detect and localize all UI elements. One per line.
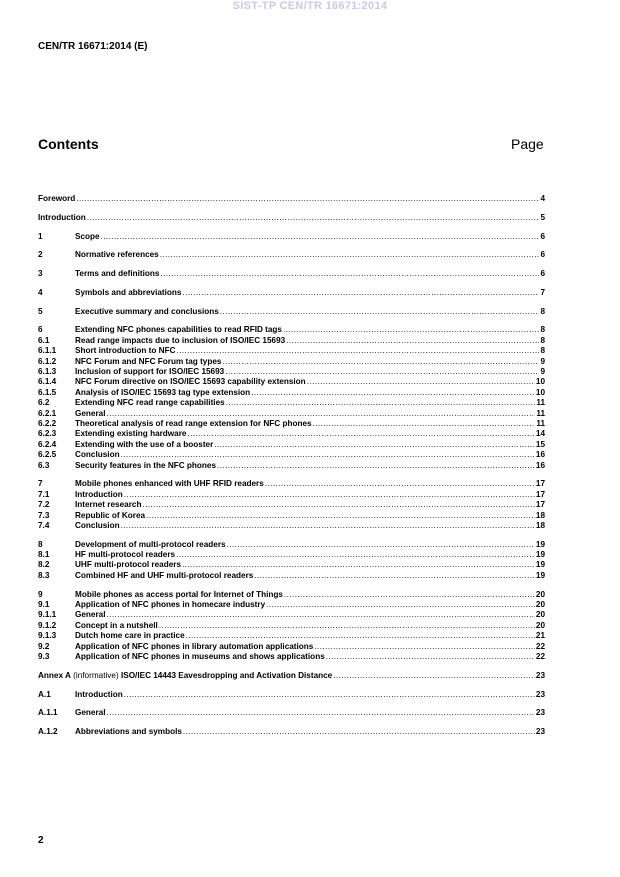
toc-entry[interactable] xyxy=(38,571,545,581)
toc-entry[interactable] xyxy=(38,194,545,204)
toc-entry[interactable] xyxy=(38,288,545,298)
toc-dot-leader xyxy=(107,610,535,620)
toc-entry-page: 8 xyxy=(540,325,545,335)
toc-dot-leader xyxy=(142,500,534,510)
toc-entry[interactable] xyxy=(38,490,545,500)
toc-entry[interactable] xyxy=(38,521,545,531)
toc-entry-title: Extending existing hardware xyxy=(75,429,187,439)
toc-entry[interactable] xyxy=(38,708,545,718)
toc-dot-leader xyxy=(121,450,535,460)
toc-entry-title: Introduction xyxy=(38,212,86,222)
table-of-contents xyxy=(38,194,545,737)
toc-entry-title: Conclusion xyxy=(75,450,120,460)
toc-entry-number: 7.4 xyxy=(38,520,50,530)
toc-entry-page: 4 xyxy=(540,194,545,203)
toc-entry-number: 7 xyxy=(38,479,43,489)
toc-entry-page: 19 xyxy=(535,550,545,560)
toc-dot-leader xyxy=(76,194,539,204)
toc-entry[interactable] xyxy=(38,610,545,620)
toc-entry-number: 9.1.1 xyxy=(38,610,57,620)
toc-dot-leader xyxy=(266,600,535,610)
toc-entry-number: 6.1.3 xyxy=(38,367,57,377)
toc-entry-number: 9 xyxy=(38,589,43,599)
toc-entry-page: 11 xyxy=(536,408,545,418)
toc-entry-title: Dutch home care in practice xyxy=(75,631,185,641)
toc-entry[interactable] xyxy=(38,269,545,279)
toc-entry-title xyxy=(38,671,332,681)
document-identifier: CEN/TR 16671:2014 (E) xyxy=(38,41,148,52)
toc-dot-leader xyxy=(220,307,540,317)
toc-dot-leader xyxy=(226,398,536,408)
toc-entry[interactable] xyxy=(38,690,545,700)
toc-entry-page: 8 xyxy=(540,306,545,316)
toc-entry[interactable] xyxy=(38,357,545,367)
toc-entry-title: Concept in a nutshell xyxy=(75,620,158,630)
toc-entry-number: 6.2.1 xyxy=(38,408,57,418)
toc-dot-leader xyxy=(146,511,535,521)
toc-dot-leader xyxy=(160,269,539,279)
toc-entry-title: NFC Forum and NFC Forum tag types xyxy=(75,356,222,366)
toc-entry[interactable] xyxy=(38,671,545,681)
toc-dot-leader xyxy=(177,346,540,356)
toc-entry-title: HF multi-protocol readers xyxy=(75,550,176,560)
toc-entry-number: A.1.2 xyxy=(38,727,58,737)
toc-entry-title: General xyxy=(75,708,106,718)
toc-entry-title: Application of NFC phones in library automation applications xyxy=(75,641,314,651)
toc-dot-leader xyxy=(307,377,535,387)
toc-entry-title: General xyxy=(75,610,106,620)
toc-entry-number: 6.1.1 xyxy=(38,346,57,356)
toc-entry-number: 5 xyxy=(38,306,43,316)
toc-entry-title: Analysis of ISO/IEC 15693 tag type extension xyxy=(75,387,251,397)
toc-entry-page: 7 xyxy=(540,287,545,297)
toc-dot-leader xyxy=(124,490,535,500)
toc-entry-number: 6.2.4 xyxy=(38,439,57,449)
toc-entry-page: 14 xyxy=(535,429,545,439)
toc-entry-number: 2 xyxy=(38,250,43,260)
toc-entry[interactable] xyxy=(38,336,545,346)
toc-entry-page: 23 xyxy=(535,708,545,718)
toc-entry-page: 19 xyxy=(535,539,545,549)
toc-entry[interactable] xyxy=(38,367,545,377)
toc-entry[interactable] xyxy=(38,642,545,652)
toc-dot-leader xyxy=(222,357,539,367)
toc-entry-page: 20 xyxy=(535,610,545,620)
toc-entry-page: 23 xyxy=(535,670,545,680)
toc-entry-number: 9.1.2 xyxy=(38,620,57,630)
toc-dot-leader xyxy=(182,288,539,298)
toc-entry-title: Abbreviations and symbols xyxy=(75,727,182,737)
toc-entry[interactable] xyxy=(38,590,545,600)
toc-dot-leader xyxy=(186,631,535,641)
toc-entry-page: 17 xyxy=(535,489,545,499)
toc-entry-number: 8.3 xyxy=(38,570,50,580)
toc-entry-page: 20 xyxy=(535,620,545,630)
toc-entry[interactable] xyxy=(38,440,545,450)
toc-entry-title: Extending NFC read range capabilities xyxy=(75,398,225,408)
toc-entry-page: 6 xyxy=(540,250,545,260)
toc-entry-number: 6 xyxy=(38,325,43,335)
toc-entry-title: Terms and definitions xyxy=(75,269,160,279)
toc-entry-page: 18 xyxy=(535,510,545,520)
toc-entry-page: 22 xyxy=(535,651,545,661)
toc-entry-title: Introduction xyxy=(75,689,123,699)
toc-entry-number: 7.2 xyxy=(38,500,50,510)
toc-dot-leader xyxy=(251,388,535,398)
toc-entry-page: 23 xyxy=(535,727,545,737)
toc-dot-leader xyxy=(87,213,540,223)
toc-entry-number: 9.3 xyxy=(38,651,50,661)
toc-entry[interactable] xyxy=(38,600,545,610)
toc-dot-leader xyxy=(214,440,535,450)
toc-entry[interactable] xyxy=(38,550,545,560)
toc-dot-leader xyxy=(313,419,536,429)
toc-entry[interactable] xyxy=(38,346,545,356)
toc-entry[interactable] xyxy=(38,250,545,260)
toc-entry-page: 9 xyxy=(540,356,545,366)
toc-entry-page: 20 xyxy=(535,589,545,599)
toc-entry-number: 9.1 xyxy=(38,600,50,610)
toc-entry-title: Extending with the use of a booster xyxy=(75,439,214,449)
toc-dot-leader xyxy=(183,727,535,737)
toc-entry-number: 7.1 xyxy=(38,489,50,499)
toc-entry-title: Extending NFC phones capabilities to read RFID tags xyxy=(75,325,282,335)
toc-entry-title: Internet research xyxy=(75,500,142,510)
toc-entry-title-part: Annex A xyxy=(38,670,71,680)
toc-dot-leader xyxy=(286,336,539,346)
toc-entry[interactable] xyxy=(38,409,545,419)
toc-entry-title: Short introduction to NFC xyxy=(75,346,176,356)
toc-entry-number: 7.3 xyxy=(38,510,50,520)
toc-dot-leader xyxy=(326,652,535,662)
toc-entry[interactable] xyxy=(38,325,545,335)
toc-entry-page: 11 xyxy=(536,418,545,428)
toc-entry-title: UHF multi-protocol readers xyxy=(75,560,181,570)
toc-dot-leader xyxy=(283,325,539,335)
toc-entry-title: Conclusion xyxy=(75,520,120,530)
toc-dot-leader xyxy=(107,708,535,718)
toc-entry-number: 3 xyxy=(38,269,43,279)
toc-entry[interactable] xyxy=(38,631,545,641)
toc-dot-leader xyxy=(225,367,539,377)
toc-entry-number: 6.2.2 xyxy=(38,418,57,428)
toc-entry-number: 9.2 xyxy=(38,641,50,651)
toc-entry[interactable] xyxy=(38,511,545,521)
contents-heading: Contents xyxy=(38,136,99,152)
toc-entry-page: 10 xyxy=(535,387,545,397)
toc-entry-number: 8.2 xyxy=(38,560,50,570)
toc-entry-title: Theoretical analysis of read range extension for NFC phones xyxy=(75,418,312,428)
toc-entry-title: Application of NFC phones in museums and shows applications xyxy=(75,651,325,661)
toc-entry-page: 16 xyxy=(535,460,545,470)
toc-entry[interactable] xyxy=(38,479,545,489)
toc-entry-title: Development of multi-protocol readers xyxy=(75,539,226,549)
toc-entry[interactable] xyxy=(38,500,545,510)
toc-entry-page: 8 xyxy=(540,346,545,356)
toc-dot-leader xyxy=(182,560,535,570)
toc-entry-page: 10 xyxy=(535,377,545,387)
toc-entry-title: Inclusion of support for ISO/IEC 15693 xyxy=(75,367,225,377)
toc-dot-leader xyxy=(160,250,540,260)
toc-entry[interactable] xyxy=(38,377,545,387)
toc-entry-title: Republic of Korea xyxy=(75,510,146,520)
toc-entry-title: Mobile phones enhanced with UHF RFID readers xyxy=(75,479,264,489)
toc-entry-number: 4 xyxy=(38,287,43,297)
toc-entry-title: Mobile phones as access portal for Internet of Things xyxy=(75,589,283,599)
toc-entry-page: 9 xyxy=(540,367,545,377)
toc-dot-leader xyxy=(314,642,535,652)
toc-entry[interactable] xyxy=(38,398,545,408)
toc-entry-title: General xyxy=(75,408,106,418)
toc-entry-number: 6.1.4 xyxy=(38,377,57,387)
toc-entry-page: 19 xyxy=(535,570,545,580)
toc-entry-number: A.1 xyxy=(38,689,51,699)
toc-dot-leader xyxy=(284,590,535,600)
toc-entry-title: Application of NFC phones in homecare industry xyxy=(75,600,266,610)
toc-entry[interactable] xyxy=(38,461,545,471)
toc-entry-page: 23 xyxy=(535,689,545,699)
toc-entry-number: 6.1 xyxy=(38,335,50,345)
toc-dot-leader xyxy=(159,621,535,631)
toc-entry[interactable] xyxy=(38,307,545,317)
toc-entry-page: 19 xyxy=(535,560,545,570)
toc-entry-title: Combined HF and UHF multi-protocol readers xyxy=(75,570,254,580)
toc-entry-page: 17 xyxy=(535,479,545,489)
watermark: SIST-TP CEN/TR 16671:2014 xyxy=(232,0,388,12)
toc-entry[interactable] xyxy=(38,232,545,242)
toc-dot-leader xyxy=(187,429,534,439)
toc-dot-leader xyxy=(265,479,535,489)
toc-entry[interactable] xyxy=(38,727,545,737)
toc-dot-leader xyxy=(176,550,535,560)
toc-entry[interactable] xyxy=(38,540,545,550)
toc-entry-number: 9.1.3 xyxy=(38,631,57,641)
toc-entry-number: 8.1 xyxy=(38,550,50,560)
toc-entry-number: 6.2.5 xyxy=(38,450,57,460)
toc-entry-page: 22 xyxy=(535,641,545,651)
toc-dot-leader xyxy=(333,671,535,681)
toc-entry-number: 6.2.3 xyxy=(38,429,57,439)
toc-entry-number: 6.1.5 xyxy=(38,387,57,397)
toc-dot-leader xyxy=(121,521,535,531)
toc-dot-leader xyxy=(101,232,540,242)
toc-entry[interactable] xyxy=(38,213,545,223)
toc-entry[interactable] xyxy=(38,560,545,570)
toc-entry-number: A.1.1 xyxy=(38,708,58,718)
toc-dot-leader xyxy=(107,409,536,419)
toc-entry[interactable] xyxy=(38,429,545,439)
toc-entry-title: Read range impacts due to inclusion of ISO/IEC 15693 xyxy=(75,335,286,345)
toc-entry-number: 1 xyxy=(38,231,43,241)
toc-entry[interactable] xyxy=(38,621,545,631)
toc-entry-title: Scope xyxy=(75,231,100,241)
toc-dot-leader xyxy=(227,540,535,550)
toc-entry-page: 18 xyxy=(535,520,545,530)
toc-entry-title: Security features in the NFC phones xyxy=(75,460,217,470)
toc-entry-number: 6.1.2 xyxy=(38,356,57,366)
toc-entry-page: 8 xyxy=(540,335,545,345)
toc-entry-number: 6.2 xyxy=(38,398,50,408)
toc-entry-title: Normative references xyxy=(75,250,159,260)
toc-entry-number: 6.3 xyxy=(38,460,50,470)
toc-entry-title: Symbols and abbreviations xyxy=(75,287,182,297)
toc-entry-title: Foreword xyxy=(38,194,76,203)
toc-entry-title: Introduction xyxy=(75,489,123,499)
page-column-heading: Page xyxy=(511,136,544,152)
toc-entry-page: 16 xyxy=(535,450,545,460)
page-number: 2 xyxy=(38,835,44,846)
toc-dot-leader xyxy=(254,571,535,581)
toc-entry-page: 21 xyxy=(535,631,545,641)
toc-entry[interactable] xyxy=(38,388,545,398)
toc-entry[interactable] xyxy=(38,450,545,460)
toc-entry-page: 6 xyxy=(540,269,545,279)
toc-entry-title: NFC Forum directive on ISO/IEC 15693 capability extension xyxy=(75,377,306,387)
toc-entry-page: 20 xyxy=(535,600,545,610)
toc-dot-leader xyxy=(217,461,535,471)
toc-entry-title-part: ISO/IEC 14443 Eavesdropping and Activation Distance xyxy=(120,670,333,680)
toc-entry-page: 6 xyxy=(540,231,545,241)
toc-entry[interactable] xyxy=(38,419,545,429)
toc-entry-number: 8 xyxy=(38,539,43,549)
toc-entry-page: 11 xyxy=(536,398,545,408)
toc-entry[interactable] xyxy=(38,652,545,662)
toc-entry-title: Executive summary and conclusions xyxy=(75,306,219,316)
toc-entry-page: 17 xyxy=(535,500,545,510)
toc-dot-leader xyxy=(124,690,535,700)
toc-entry-annex-type: (informative) xyxy=(70,670,121,680)
toc-entry-page: 15 xyxy=(535,439,545,449)
toc-entry-page: 5 xyxy=(540,212,545,222)
